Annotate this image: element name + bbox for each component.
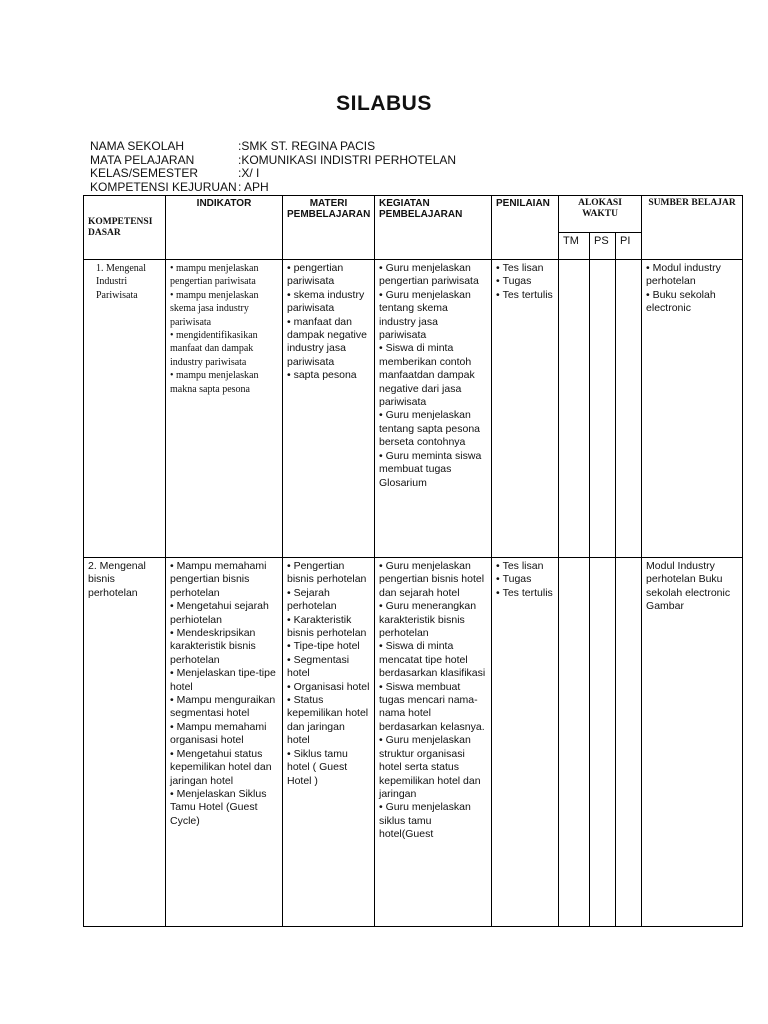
list-item: • Mampu memahami organisasi hotel [170,721,278,748]
meta-value: :X/ I [238,166,260,180]
list-item: • Mampu memahami pengertian bisnis perhotelan [170,560,278,600]
header-row [84,196,743,233]
table-row [84,558,743,927]
table-row [84,260,743,558]
kegiatan-cell [375,260,492,558]
list-item: • pengertian pariwisata [287,262,370,289]
list-item: • mengidentifikasikan manfaat dan dampak industry pariwisata [170,329,278,369]
list-item: • mampu menjelaskan makna sapta pesona [170,369,278,396]
pi-cell [616,260,642,558]
kompetensi-text: 2. Mengenal bisnis perhotelan [88,560,146,599]
header-kompetensi: KOMPETENSI DASAR [84,196,166,260]
list-item: • Guru menjelaskan pengertian bisnis hotel dan sejarah hotel [379,560,487,600]
syllabus-table [83,195,743,927]
list-item: • Tes lisan [496,560,554,573]
header-alokasi: ALOKASI WAKTU [559,196,642,233]
penilaian-cell [492,558,559,927]
tm-cell [559,558,590,927]
list-item: • Tes lisan [496,262,554,275]
list-item: • Organisasi hotel [287,681,370,694]
list-item: • Guru menjelaskan pengertian pariwisata [379,262,487,289]
list-item: • Modul industry perhotelan [646,262,738,289]
list-item: • Guru menjelaskan tentang sapta pesona berseta contohnya [379,409,487,449]
list-item: • Guru menerangkan karakteristik bisnis perhotelan [379,600,487,640]
kompetensi-text: 1. Mengenal Industri Pariwisata [96,263,146,301]
indikator-cell [166,558,283,927]
list-item: • Siklus tamu hotel ( Guest Hotel ) [287,748,370,788]
sumber-cell [642,260,743,558]
meta-label: KELAS/SEMESTER [90,166,199,180]
list-item: • Buku sekolah electronic [646,289,738,316]
list-item: • Segmentasi hotel [287,654,370,681]
list-item: • Siswa membuat tugas mencari nama-nama hotel berdasarkan kelasnya. [379,681,487,735]
list-item: • Sejarah perhotelan [287,587,370,614]
list-item: • Tugas [496,573,554,586]
kegiatan-cell [375,558,492,927]
list-item: • Mampu menguraikan segmentasi hotel [170,694,278,721]
ps-cell [590,558,616,927]
list-item: • Tes tertulis [496,289,554,302]
meta-label: KOMPETENSI KEJURUAN [90,179,237,194]
materi-cell [283,558,375,927]
header-tm: TM [559,233,590,260]
sumber-text: Modul Industry perhotelan Buku sekolah electronic Gambar [646,560,731,613]
list-item: • Mengetahui sejarah perhiotelan [170,600,278,627]
penilaian-cell [492,260,559,558]
tm-cell [559,260,590,558]
indikator-cell [166,260,283,558]
header-sumber: SUMBER BELAJAR [642,196,743,260]
list-item: • Mendeskripsikan karakteristik bisnis perhotelan [170,627,278,667]
kompetensi-cell [84,260,166,558]
list-item: • Guru menjelaskan struktur organisasi hotel serta status kepemilikan hotel dan jaringan [379,734,487,801]
list-item: • manfaat dan dampak negative industry jasa pariwisata [287,316,370,370]
meta-row-subject [90,154,456,168]
list-item: • skema industry pariwisata [287,289,370,316]
meta-row-competency [90,181,456,195]
school-info [90,140,456,194]
meta-value: :KOMUNIKASI INDISTRI PERHOTELAN [238,152,457,167]
list-item: • Mengetahui status kepemilikan hotel dan jaringan hotel [170,748,278,788]
meta-row-class [90,167,456,181]
list-item: • mampu menjelaskan skema jasa industry pariwisata [170,289,278,329]
header-penilaian: PENILAIAN [492,196,559,260]
header-kegiatan: KEGIATAN PEMBELAJARAN [375,196,492,260]
list-item: • Menjelaskan Siklus Tamu Hotel (Guest Cycle) [170,788,278,828]
header-indikator: INDIKATOR [166,196,283,260]
meta-row-school [90,140,456,154]
list-item: • Guru menjelaskan tentang skema industry jasa pariwisata [379,289,487,343]
list-item: • sapta pesona [287,369,370,382]
ps-cell [590,260,616,558]
list-item: • Pengertian bisnis perhotelan [287,560,370,587]
meta-value: : APH [238,179,269,194]
header-ps: PS [590,233,616,260]
list-item: • Guru menjelaskan siklus tamu hotel(Guest [379,801,487,841]
list-item: • Guru meminta siswa membuat tugas Glosarium [379,450,487,490]
list-item: • Siswa di minta mencatat tipe hotel berdasarkan klasifikasi [379,640,487,680]
pi-cell [616,558,642,927]
list-item: • Karakteristik bisnis perhotelan [287,614,370,641]
page-title: SILABUS [336,92,432,115]
list-item: • Siswa di minta memberikan contoh manfaatdan dampak negative dari jasa pariwisata [379,342,487,409]
meta-label: NAMA SEKOLAH [90,139,185,153]
header-pi: PI [616,233,642,260]
list-item: • Tugas [496,275,554,288]
meta-value: :SMK ST. REGINA PACIS [238,139,376,153]
sumber-cell [642,558,743,927]
materi-cell [283,260,375,558]
list-item: • Tipe-tipe hotel [287,640,370,653]
list-item: • Tes tertulis [496,587,554,600]
header-materi: MATERI PEMBELAJARAN [283,196,375,260]
list-item: • Status kepemilikan hotel dan jaringan hotel [287,694,370,748]
kompetensi-cell [84,558,166,927]
meta-label: MATA PELAJARAN [90,152,195,167]
list-item: • mampu menjelaskan pengertian pariwisata [170,262,278,289]
list-item: • Menjelaskan tipe-tipe hotel [170,667,278,694]
